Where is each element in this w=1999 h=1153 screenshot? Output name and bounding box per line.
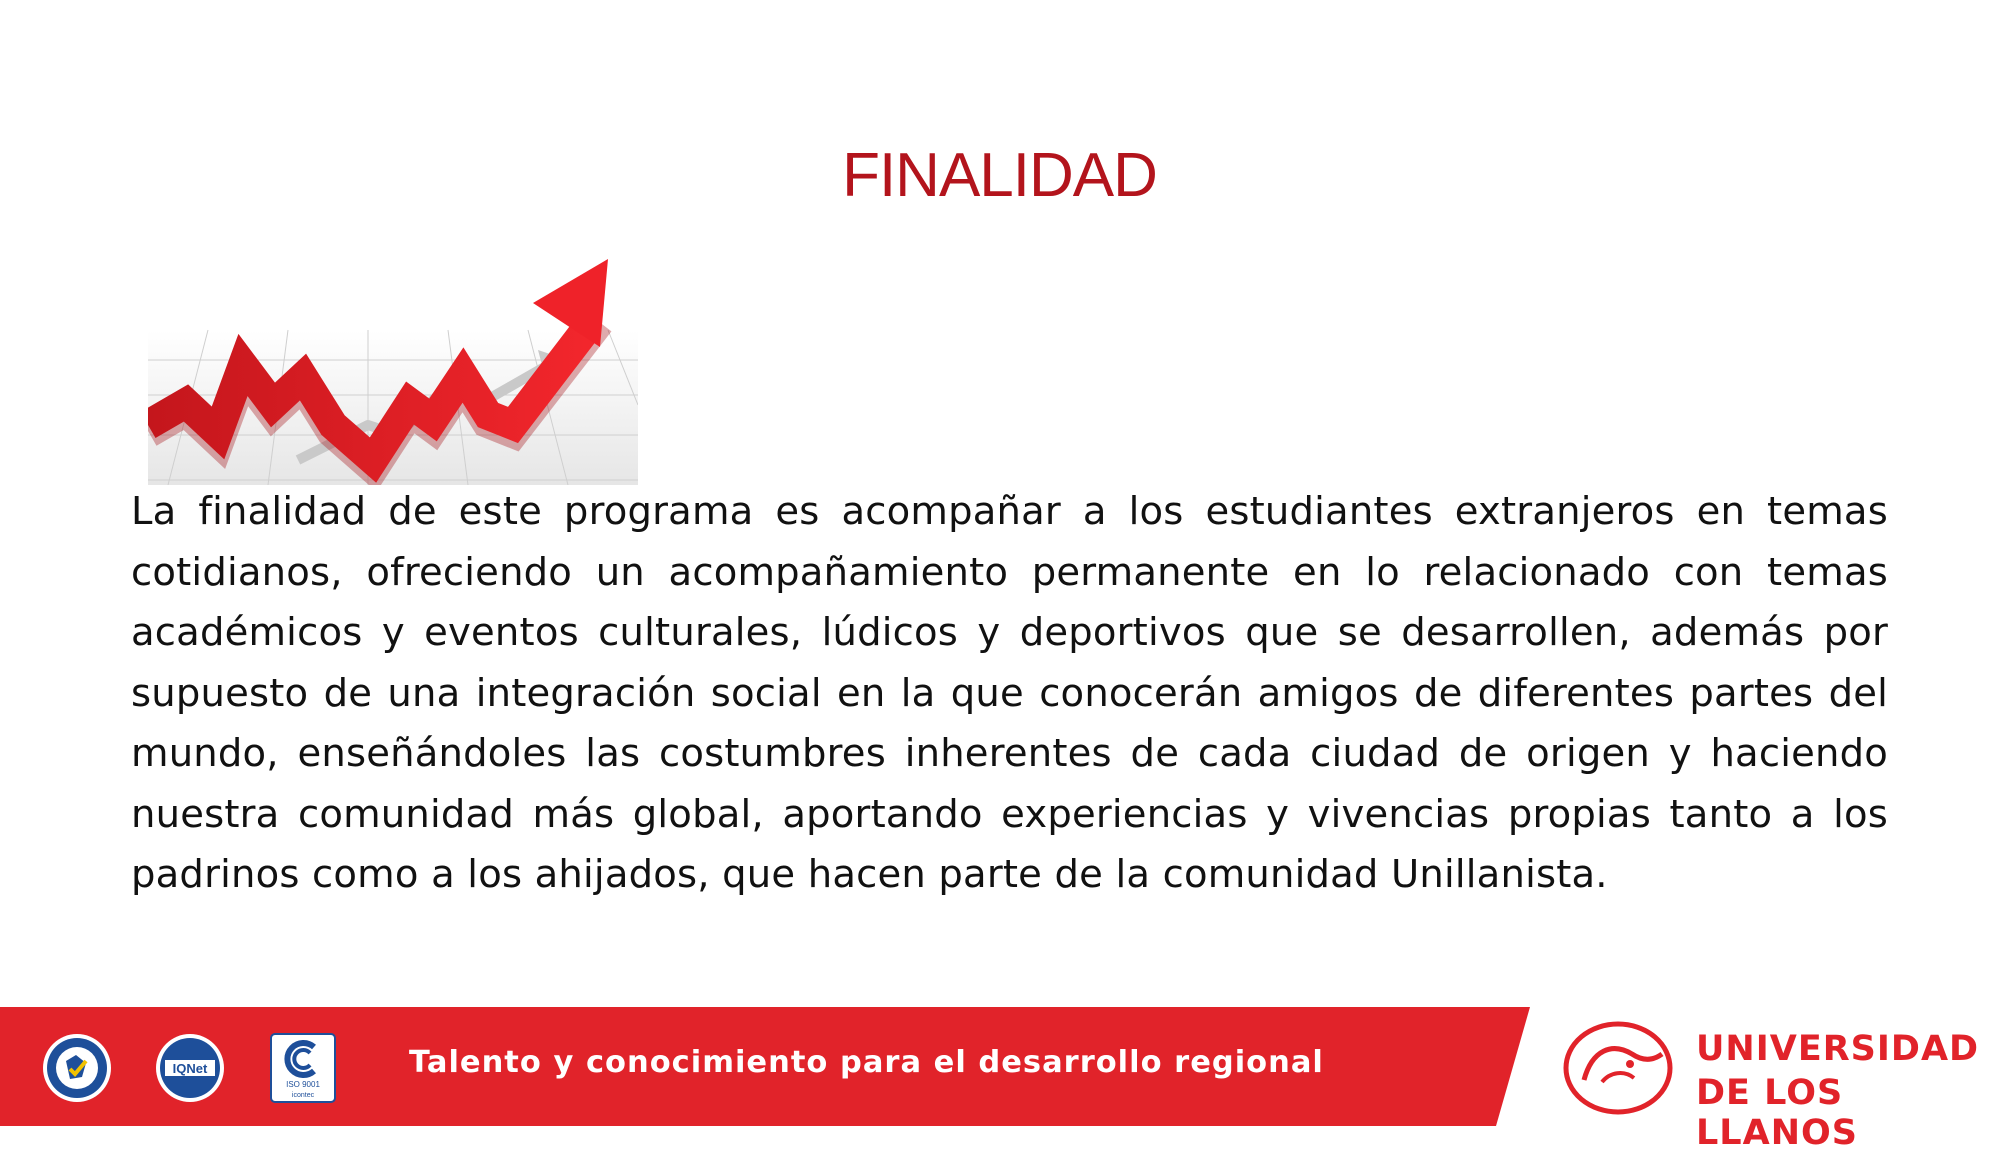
svg-text:icontec: icontec (291, 1092, 315, 1099)
growth-arrow-icon (148, 255, 638, 485)
footer-tagline: Talento y conocimiento para el desarrollo regional (409, 1045, 1324, 1080)
unillanos-logo-icon (1562, 1020, 1674, 1116)
icontec-icon (270, 1033, 336, 1103)
iqnet-icon (155, 1033, 225, 1103)
slide-title: FINALIDAD (842, 140, 1157, 210)
university-name-line2: DE LOS LLANOS (1696, 1073, 1858, 1153)
university-name-line1: UNIVERSIDAD (1696, 1029, 1980, 1069)
footer-bar (0, 1007, 1999, 1153)
svg-text:ISO 9001: ISO 9001 (286, 1080, 320, 1089)
quality-seal-icon (42, 1033, 112, 1103)
slide-body-paragraph: La finalidad de este programa es acompañar a los estudiantes extranjeros en temas cotidianos, ofreciendo un acompañamiento permanente en lo relacionado con temas académicos y eventos culturales, lúdicos y deportivos que se desarrollen, además por supuesto de una integración social en la que conocerán amigos de diferentes partes del mundo, enseñándoles las costumbres inherentes de cada ciudad de origen y haciendo nuestra comunidad más global, aportando experiencias y vivencias propias tanto a los padrinos como a los ahijados, que hacen parte de la comunidad Unillanista. (131, 489, 1888, 897)
svg-text:IQNet: IQNet (172, 1061, 208, 1076)
